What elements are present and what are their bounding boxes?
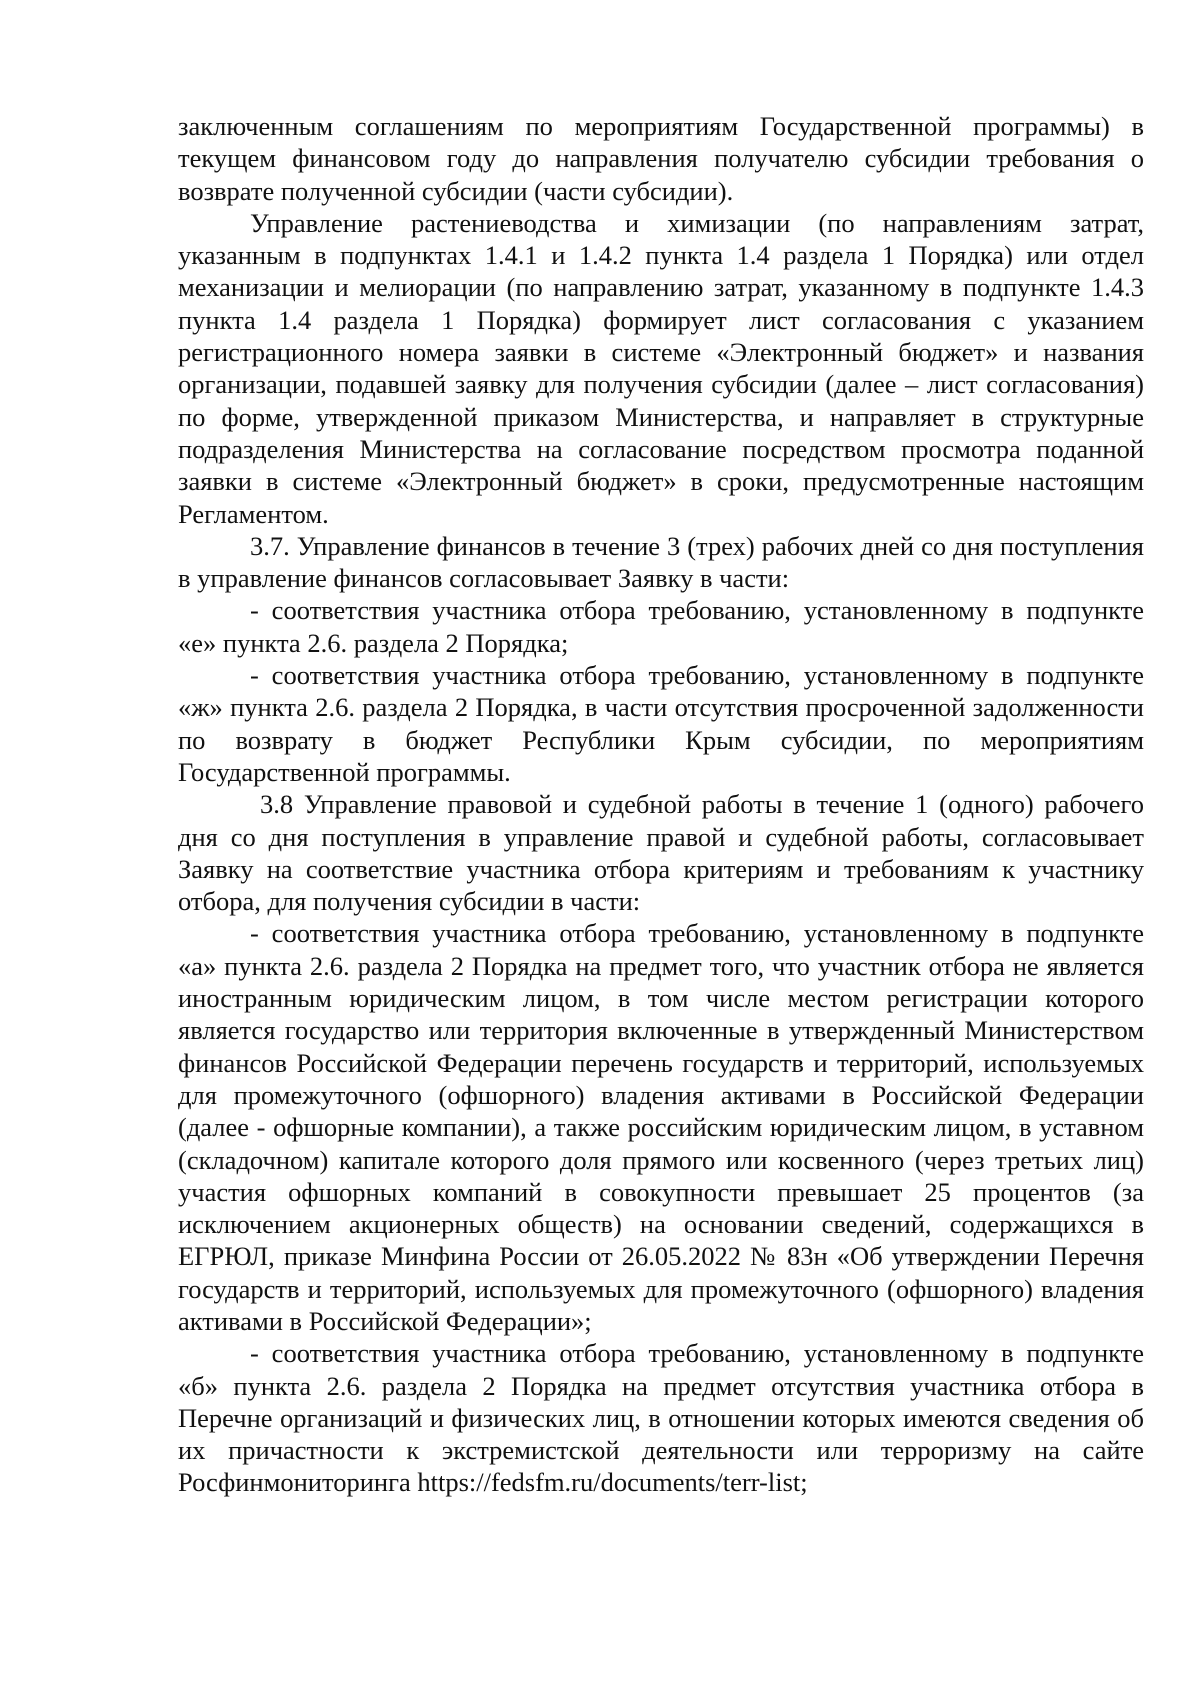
document-page <box>178 110 1144 1499</box>
list-item-3-8-b: - соответствия участника отбора требованию, установленному в подпункте «б» пункта 2.6. раздела 2 Порядка на предмет отсутствия участника отбора в Перечне организаций и физических лиц, в отношении которых имеются сведения об их причастности к экстремистской деятельности или терроризму на сайте Росфинмониторинга https://fedsfm.ru/documents/terr-list; <box>178 1338 1144 1498</box>
paragraph-continuation: заключенным соглашениям по мероприятиям Государственной программы) в текущем финансовом году до направления получателю субсидии требования о возврате полученной субсидии (части субсидии). <box>178 111 1144 206</box>
paragraph-section-3-8: 3.8 Управление правовой и судебной работы в течение 1 (одного) рабочего дня со дня поступления в управление правой и судебной работы, согласовывает Заявку на соответствие участника отбора критериям и требованиям к участнику отбора, для получения субсидии в части: <box>178 789 1144 917</box>
list-item-3-8-a: - соответствия участника отбора требованию, установленному в подпункте «а» пункта 2.6. раздела 2 Порядка на предмет того, что участник отбора не является иностранным юридическим лицом, в том числе местом регистрации которого является государство или территория включенные в утвержденный Министерством финансов Российской Федерации перечень государств и территорий, используемых для промежуточного (офшорного) владения активами в Российской Федерации (далее - офшорные компании), а также российским юридическим лицом, в уставном (складочном) капитале которого доля прямого или косвенного (через третьих лиц) участия офшорных компаний в совокупности превышает 25 процентов (за исключением акционерных обществ) на основании сведений, содержащихся в ЕГРЮЛ, приказе Минфина России от 26.05.2022 № 83н «Об утверждении Перечня государств и территорий, используемых для промежуточного (офшорного) владения активами в Российской Федерации»; <box>178 918 1144 1336</box>
paragraph-approval-sheet: Управление растениеводства и химизации (по направлениям затрат, указанным в подпунктах 1.4.1 и 1.4.2 пункта 1.4 раздела 1 Порядка) или отдел механизации и мелиорации (по направлению затрат, указанному в подпункте 1.4.3 пункта 1.4 раздела 1 Порядка) формирует лист согласования с указанием регистрационного номера заявки в системе «Электронный бюджет» и названия организации, подавшей заявку для получения субсидии (далее – лист согласования) по форме, утвержденной приказом Министерства, и направляет в структурные подразделения Министерства на согласование посредством просмотра поданной заявки в системе «Электронный бюджет» в сроки, предусмотренные настоящим Регламентом. <box>178 207 1144 529</box>
paragraph-section-3-7: 3.7. Управление финансов в течение 3 (трех) рабочих дней со дня поступления в управление финансов согласовывает Заявку в части: <box>178 530 1144 594</box>
list-item-3-7-zh: - соответствия участника отбора требованию, установленному в подпункте «ж» пункта 2.6. раздела 2 Порядка, в части отсутствия просроченной задолженности по возврату в бюджет Республики Крым субсидии, по мероприятиям Государственной программы. <box>178 660 1144 787</box>
list-item-3-7-e: - соответствия участника отбора требованию, установленному в подпункте «е» пункта 2.6. раздела 2 Порядка; <box>178 595 1144 658</box>
